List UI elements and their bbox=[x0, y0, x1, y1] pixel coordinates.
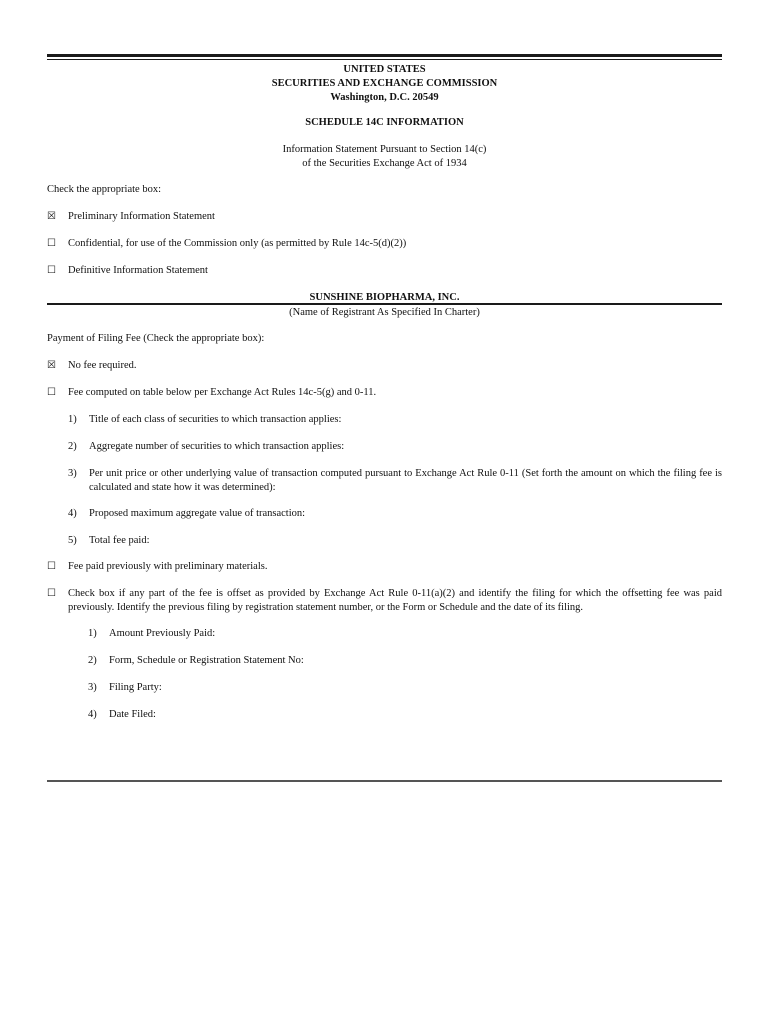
computed-item-text: Title of each class of securities to which transaction applies: bbox=[89, 414, 342, 425]
confidential-label: Confidential, for use of the Commission only (as permitted by Rule 14c-5(d)(2)) bbox=[68, 238, 407, 249]
computed-item-num: 5) bbox=[68, 535, 77, 546]
fee-offset-checkbox[interactable]: ☐ bbox=[47, 588, 56, 599]
computed-item-text: Total fee paid: bbox=[89, 535, 150, 546]
computed-item-text: Proposed maximum aggregate value of transaction: bbox=[89, 508, 306, 519]
computed-item-text: Per unit price or other underlying value of transaction computed pursuant to Exchange Act Rule 0-11 (Set forth the amount on which the filing fee is calculated and state how it was determined): bbox=[89, 468, 722, 493]
computed-item-num: 1) bbox=[68, 414, 77, 425]
fee-prelim-checkbox[interactable]: ☐ bbox=[47, 561, 56, 572]
header-line-1: UNITED STATES bbox=[343, 64, 426, 75]
definitive-checkbox[interactable]: ☐ bbox=[47, 265, 56, 276]
no-fee-label: No fee required. bbox=[68, 360, 137, 371]
confidential-checkbox[interactable]: ☐ bbox=[47, 238, 56, 249]
computed-item-num: 2) bbox=[68, 441, 77, 452]
offset-item-text: Filing Party: bbox=[109, 682, 162, 693]
check-box-prompt: Check the appropriate box: bbox=[47, 184, 162, 195]
offset-item-text: Form, Schedule or Registration Statement No: bbox=[109, 655, 304, 666]
fee-computed-checkbox[interactable]: ☐ bbox=[47, 387, 56, 398]
no-fee-checkbox[interactable]: ☒ bbox=[47, 360, 56, 371]
registrant-name: SUNSHINE BIOPHARMA, INC. bbox=[309, 292, 460, 303]
definitive-label: Definitive Information Statement bbox=[68, 265, 208, 276]
offset-item-num: 3) bbox=[88, 682, 97, 693]
offset-item-num: 4) bbox=[88, 709, 97, 720]
schedule-title: SCHEDULE 14C INFORMATION bbox=[305, 117, 464, 128]
top-rule-thin bbox=[47, 59, 722, 60]
fee-computed-label: Fee computed on table below per Exchange Act Rules 14c-5(g) and 0-11. bbox=[68, 387, 377, 398]
bottom-rule bbox=[47, 780, 722, 782]
computed-item-num: 3) bbox=[68, 468, 77, 479]
preliminary-checkbox[interactable]: ☒ bbox=[47, 211, 56, 222]
offset-item-num: 2) bbox=[88, 655, 97, 666]
computed-item-num: 4) bbox=[68, 508, 77, 519]
offset-item-num: 1) bbox=[88, 628, 97, 639]
computed-item-text: Aggregate number of securities to which transaction applies: bbox=[89, 441, 345, 452]
offset-item-text: Amount Previously Paid: bbox=[109, 628, 216, 639]
subtitle-line-2: of the Securities Exchange Act of 1934 bbox=[302, 158, 467, 169]
registrant-rule bbox=[47, 303, 722, 305]
subtitle-line-1: Information Statement Pursuant to Section 14(c) bbox=[282, 144, 487, 155]
fee-prelim-label: Fee paid previously with preliminary materials. bbox=[68, 561, 268, 572]
fee-prompt: Payment of Filing Fee (Check the appropriate box): bbox=[47, 333, 265, 344]
header-line-3: Washington, D.C. 20549 bbox=[330, 92, 439, 103]
registrant-caption: (Name of Registrant As Specified In Charter) bbox=[289, 307, 480, 318]
header-line-2: SECURITIES AND EXCHANGE COMMISSION bbox=[271, 78, 498, 89]
preliminary-label: Preliminary Information Statement bbox=[68, 211, 215, 222]
offset-item-text: Date Filed: bbox=[109, 709, 156, 720]
top-rule-thick bbox=[47, 54, 722, 57]
fee-offset-label: Check box if any part of the fee is offset as provided by Exchange Act Rule 0-11(a)(2) and identify the filing for which the offsetting fee was paid previously. Identify the previous filing by registration statement number, or the Form or Schedule and the date of its filing. bbox=[68, 588, 722, 613]
